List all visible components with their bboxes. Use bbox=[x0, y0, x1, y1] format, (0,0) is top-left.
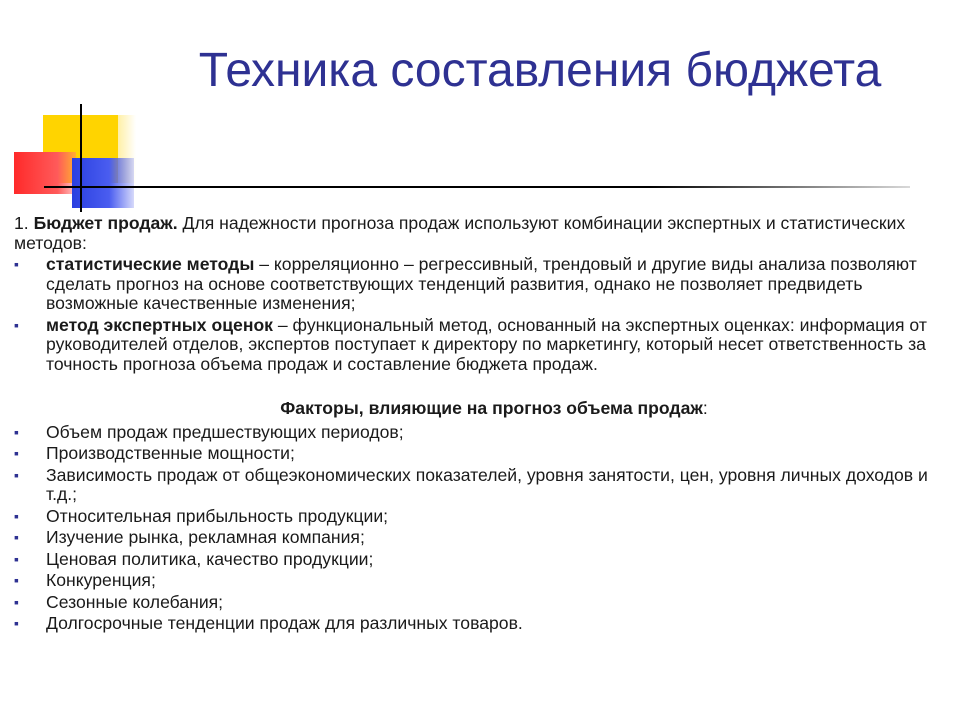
factor-item bbox=[14, 528, 944, 548]
factor-text: Зависимость продаж от общеэкономических показателей, уровня занятости, цен, уровня личных доходов и т.д.; bbox=[46, 464, 928, 504]
method-text: – корреляционно – регрессивный, трендовый и другие виды анализа позволяют сделать прогноз на основе соответствующих тенденций развития, однако не позволяет предвидеть возможные качественные изменения; bbox=[46, 254, 917, 313]
intro-number: 1. bbox=[14, 213, 34, 233]
bullet-icon: ▪ bbox=[14, 507, 19, 524]
intro-bold: Бюджет продаж. bbox=[33, 213, 178, 233]
bullet-icon: ▪ bbox=[14, 466, 19, 483]
factor-item bbox=[14, 444, 944, 464]
factor-text: Объем продаж предшествующих периодов; bbox=[46, 421, 404, 442]
spacer bbox=[14, 376, 944, 399]
factor-item bbox=[14, 593, 944, 613]
intro-text: Для надежности прогноза продаж используют комбинации экспертных и статистических методов: bbox=[14, 213, 906, 253]
bullet-icon: ▪ bbox=[14, 529, 19, 545]
method-text: – функциональный метод, основанный на экспертных оценках: информация от руководителей отделов, экспертов поступает к директору по маркетингу, который несет ответственность за точность прогноза объема продаж и составление бюджета продаж. bbox=[46, 314, 927, 374]
factor-text: Изучение рынка, рекламная компания; bbox=[46, 527, 365, 547]
title-underline bbox=[44, 186, 910, 188]
factor-item bbox=[14, 466, 944, 505]
factor-text: Сезонные колебания; bbox=[46, 591, 224, 612]
bullet-icon: ▪ bbox=[14, 445, 19, 461]
factor-text: Ценовая политика, качество продукции; bbox=[46, 548, 374, 569]
slide-body bbox=[14, 214, 944, 636]
slide-title: Техника составления бюджета bbox=[198, 44, 882, 97]
factor-text: Производственные мощности; bbox=[46, 443, 295, 463]
factors-heading-text: Факторы, влияющие на прогноз объема продаж bbox=[280, 398, 703, 418]
factor-text: Относительная прибыльность продукции; bbox=[46, 505, 389, 526]
factors-list bbox=[14, 423, 944, 634]
method-title: метод экспертных оценок bbox=[46, 314, 273, 335]
method-title: статистические методы bbox=[46, 254, 255, 274]
bullet-icon: ▪ bbox=[14, 256, 19, 272]
method-item bbox=[14, 316, 944, 375]
bullet-icon: ▪ bbox=[14, 316, 19, 333]
bullet-icon: ▪ bbox=[14, 572, 19, 588]
bullet-icon: ▪ bbox=[14, 550, 19, 567]
factors-heading bbox=[14, 399, 944, 419]
factor-item bbox=[14, 571, 944, 591]
factors-heading-colon: : bbox=[702, 398, 708, 418]
factor-item bbox=[14, 550, 944, 570]
intro-paragraph bbox=[14, 214, 944, 253]
factor-text: Конкуренция; bbox=[46, 570, 156, 590]
factor-text: Долгосрочные тенденции продаж для различных товаров. bbox=[46, 613, 523, 633]
factor-item bbox=[14, 507, 944, 527]
bullet-icon: ▪ bbox=[14, 423, 19, 440]
bullet-icon: ▪ bbox=[14, 615, 19, 631]
method-item bbox=[14, 255, 944, 314]
factor-item bbox=[14, 614, 944, 634]
factor-item bbox=[14, 423, 944, 443]
bullet-icon: ▪ bbox=[14, 593, 19, 610]
decor-vertical-line bbox=[80, 104, 82, 212]
